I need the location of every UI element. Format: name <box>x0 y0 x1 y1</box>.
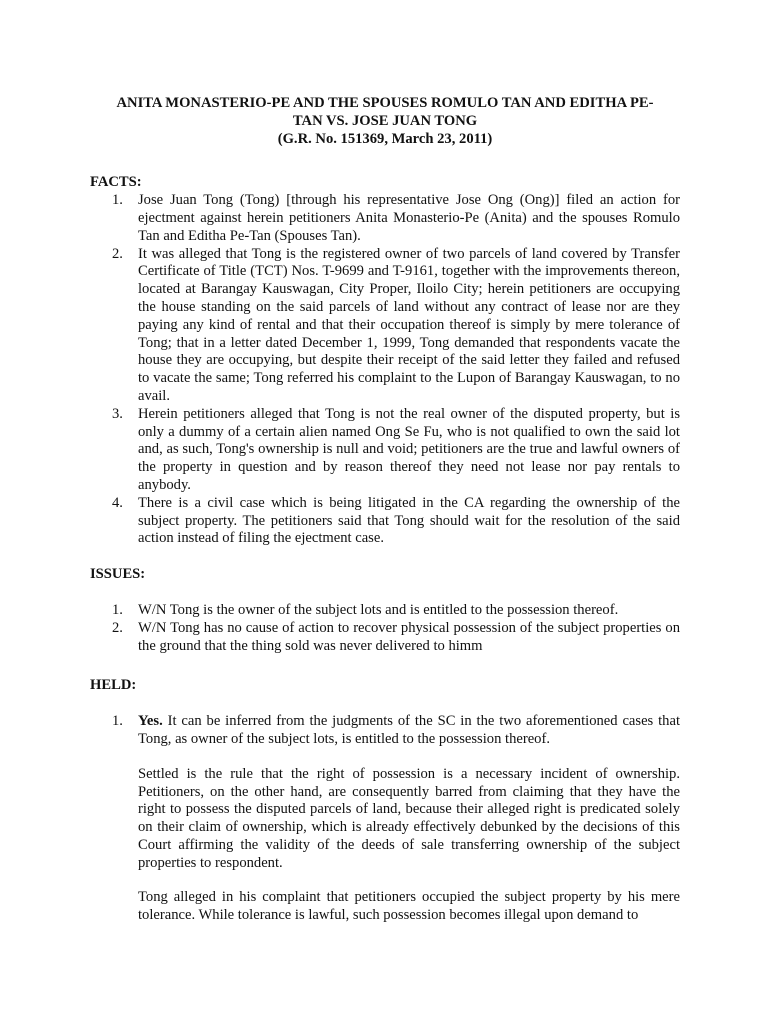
held-paragraph: Settled is the rule that the right of possession is a necessary incident of ownership. Petitioners, on the other hand, are consequently barred from claiming that they have the right to possess the disputed parcels of land, because their alleged right is predicated solely on their claim of ownership, which is already effectively debunked by the decisions of this Court affirming the validity of the deeds of sale transferring ownership of the subject properties to respondent. <box>138 765 680 871</box>
case-title-line-2: TAN VS. JOSE JUAN TONG <box>292 112 478 129</box>
list-text: Herein petitioners alleged that Tong is not the real owner of the disputed property, but is only a dummy of a certain alien named Ong Se Fu, who is not qualified to own the said lot and, as such, Tong's ownership is null and void; petitioners are the true and lawful owners of the property in question and by reason thereof they need not lease nor pay rentals to anybody. <box>138 405 680 493</box>
held-paragraph: Tong alleged in his complaint that petitioners occupied the subject property by his mere tolerance. While tolerance is lawful, such possession becomes illegal upon demand to <box>138 889 680 924</box>
held-list <box>90 713 680 925</box>
held-heading: HELD: <box>90 677 137 694</box>
list-number: 4. <box>112 494 123 511</box>
list-number: 3. <box>112 405 123 422</box>
list-number: 1. <box>112 192 123 209</box>
list-number: 2. <box>112 619 123 636</box>
list-item <box>90 713 680 749</box>
list-text: There is a civil case which is being litigated in the CA regarding the ownership of the subject property. The petitioners said that Tong should wait for the resolution of the said action instead of filing the ejectment case. <box>138 494 680 547</box>
ruling-answer: Yes. <box>138 713 163 730</box>
case-title <box>90 95 680 148</box>
list-text: W/N Tong has no cause of action to recover physical possession of the subject properties on the ground that the thing sold was never delivered to himm <box>138 619 680 654</box>
facts-list <box>90 192 680 548</box>
list-number: 1. <box>112 601 123 618</box>
list-text: W/N Tong is the owner of the subject lots and is entitled to the possession thereof. <box>138 601 619 618</box>
list-item <box>90 246 680 406</box>
list-number: 2. <box>112 245 123 262</box>
issues-list <box>90 602 680 655</box>
list-text: Jose Juan Tong (Tong) [through his representative Jose Ong (Ong)] filed an action for ejectment against herein petitioners Anita Monasterio-Pe (Anita) and the spouses Romulo Tan and Editha Pe-Tan (Spouses Tan). <box>138 192 680 244</box>
case-citation: (G.R. No. 151369, March 23, 2011) <box>277 130 493 147</box>
issues-heading: ISSUES: <box>90 566 146 583</box>
list-text: It can be inferred from the judgments of the SC in the two aforementioned cases that Tong, as owner of the subject lots, is entitled to the possession thereof. <box>138 713 680 747</box>
list-item <box>90 192 680 245</box>
list-item <box>90 406 680 495</box>
list-item <box>90 495 680 548</box>
list-item <box>90 620 680 656</box>
list-item <box>90 602 680 620</box>
list-number: 1. <box>112 713 123 730</box>
case-title-line-1: ANITA MONASTERIO-PE AND THE SPOUSES ROMULO TAN AND EDITHA PE- <box>116 95 654 111</box>
facts-heading: FACTS: <box>90 174 142 191</box>
list-text: It was alleged that Tong is the registered owner of two parcels of land covered by Transfer Certificate of Title (TCT) Nos. T-9699 and T-9161, together with the improvements thereon, located at Barangay Kauswagan, City Proper, Iloilo City; herein petitioners are occupying the house standing on the said parcels of land without any contract of lease nor are they paying any kind of rental and that their occupation thereof is simply by mere tolerance of Tong; that in a letter dated December 1, 1999, Tong demanded that respondents vacate the house they are occupying, but despite their receipt of the said letter they failed and refused to vacate the same; Tong referred his complaint to the Lupon of Barangay Kauswagan, to no avail. <box>138 245 680 404</box>
